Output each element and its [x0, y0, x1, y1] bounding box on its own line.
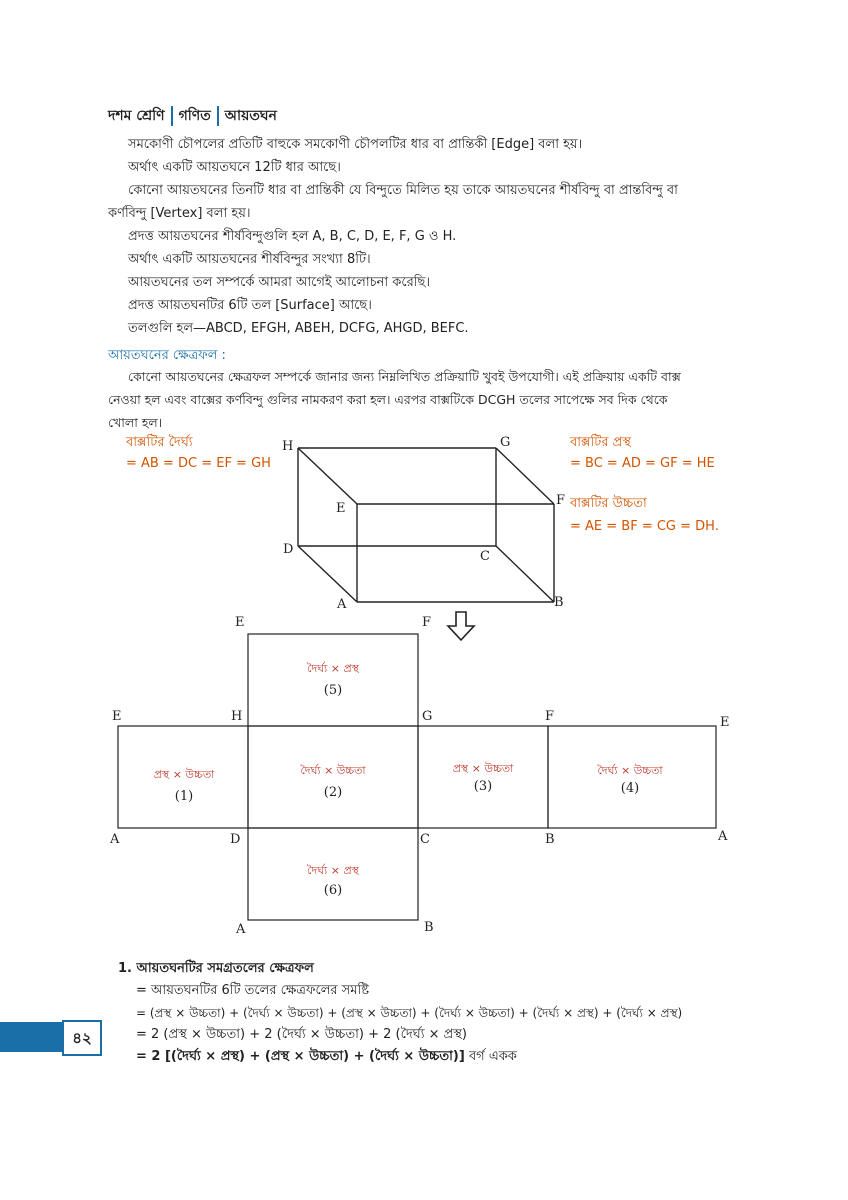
para-line: প্রদত্ত আয়তঘনের শীর্ষবিন্দুগুলি হল A, B, C, D, E, F, G ও H. — [128, 229, 457, 244]
para-line: কোনো আয়তঘনের তিনটি ধার বা প্রান্তিকী যে বিন্দুতে মিলিত হয় তাকে আয়তঘনের শীর্ষবিন্দু বা প্রান্তবিন্দু বা — [128, 183, 678, 198]
vertex-label: G — [500, 435, 511, 450]
para-line: কর্ণবিন্দু [Vertex] বলা হয়। — [108, 206, 251, 221]
net-vertex-label: A — [236, 922, 246, 937]
face-4-number: (4) — [620, 781, 640, 796]
header-subject: গণিত — [178, 108, 211, 124]
summary-formula: = 2 [(দৈর্ঘ্য × প্রস্থ) + (প্রস্থ × উচ্চতা) + (দৈর্ঘ্য × উচ্চতা)] — [136, 1049, 465, 1064]
face-5-label: দৈর্ঘ্য × প্রস্থ — [307, 662, 359, 675]
net-vertex-label: E — [720, 715, 730, 730]
net-vertex-label: D — [230, 832, 241, 847]
summary-title: 1. আয়তঘনটির সমগ্রতলের ক্ষেত্রফল — [118, 961, 314, 976]
width-title: বাক্সটির প্রস্থ — [570, 435, 631, 450]
face-4-label: দৈর্ঘ্য × উচ্চতা — [597, 764, 663, 777]
section-line: খোলা হল। — [108, 415, 163, 430]
section-line: নেওয়া হল এবং বাক্সের কর্ণবিন্দু গুলির নামকরণ করা হল। এরপর বাক্সটিকে DCGH তলের সাপেক্ষে সব দিক থেকে — [108, 392, 668, 407]
net-vertex-label: H — [231, 709, 243, 724]
length-equation: = AB = DC = EF = GH — [126, 456, 271, 471]
vertex-label: H — [282, 439, 294, 454]
para-line: প্রদত্ত আয়তঘনটির 6টি তল [Surface] আছে। — [128, 298, 372, 313]
header-chapter: আয়তঘন — [224, 108, 277, 124]
vertex-label: D — [283, 542, 294, 557]
net-vertex-label: B — [424, 920, 434, 935]
face-6-label: দৈর্ঘ্য × প্রস্থ — [307, 864, 359, 877]
section-title: আয়তঘনের ক্ষেত্রফল : — [108, 348, 226, 363]
face-1-label: প্রস্থ × উচ্চতা — [153, 768, 215, 781]
width-equation: = BC = AD = GF = HE — [570, 456, 715, 471]
face-5-number: (5) — [323, 683, 343, 698]
arrow-down-icon — [448, 612, 474, 640]
summary-line: = আয়তঘনটির 6টি তলের ক্ষেত্রফলের সমষ্টি — [136, 983, 369, 998]
summary-line: = 2 (প্রস্থ × উচ্চতা) + 2 (দৈর্ঘ্য × উচ্চতা) + 2 (দৈর্ঘ্য × প্রস্থ) — [136, 1027, 468, 1042]
para-line: সমকোণী চৌপলের প্রতিটি বাহুকে সমকোণী চৌপলটির ধার বা প্রান্তিকী [Edge] বলা হয়। — [128, 137, 583, 152]
net-vertex-label: F — [545, 709, 555, 724]
para-line: আয়তঘনের তল সম্পর্কে আমরা আগেই আলোচনা করেছি। — [128, 275, 431, 290]
header-class: দশম শ্রেণি — [108, 108, 165, 124]
height-equation: = AE = BF = CG = DH. — [570, 519, 719, 534]
vertex-label: E — [336, 501, 346, 516]
summary-line: = (প্রস্থ × উচ্চতা) + (দৈর্ঘ্য × উচ্চতা) + (প্রস্থ × উচ্চতা) + (দৈর্ঘ্য × উচ্চতা) + (দৈর্ঘ্য × প্রস্থ) + (দৈর্ঘ্য × প্রস্থ) — [136, 1006, 683, 1020]
net-vertex-label: A — [718, 829, 728, 844]
net-vertex-label: A — [110, 832, 120, 847]
para-line: তলগুলি হল—ABCD, EFGH, ABEH, DCFG, AHGD, BEFC. — [128, 321, 469, 336]
net-vertex-label: E — [112, 709, 122, 724]
face-1-number: (1) — [174, 789, 194, 804]
vertex-label: B — [554, 595, 564, 610]
face-3-number: (3) — [473, 779, 493, 794]
cuboid-3d — [298, 448, 554, 602]
face-6-number: (6) — [323, 883, 343, 898]
page-number: ৪২ — [62, 1020, 102, 1056]
para-line: অর্থাৎ একটি আয়তঘনে 12টি ধার আছে। — [128, 160, 341, 175]
height-title: বাক্সটির উচ্চতা — [570, 496, 647, 511]
length-title: বাক্সটির দৈর্ঘ্য — [126, 435, 193, 450]
face-3-label: প্রস্থ × উচ্চতা — [452, 762, 514, 775]
page-number-bar — [0, 1022, 62, 1052]
summary-unit: বর্গ একক — [468, 1049, 517, 1064]
net-vertex-label: E — [235, 615, 245, 630]
net-vertex-label: C — [420, 832, 430, 847]
net-vertex-label: B — [545, 832, 555, 847]
summary-final — [136, 1046, 517, 1068]
vertex-label: C — [480, 549, 490, 564]
face-2-label: দৈর্ঘ্য × উচ্চতা — [300, 764, 366, 777]
net-vertex-label: G — [422, 709, 433, 724]
section-line: কোনো আয়তঘনের ক্ষেত্রফল সম্পর্কে জানার জন্য নিম্নলিখিত প্রক্রিয়াটি খুবই উপযোগী। এই প্রক্রিয়ায় একটি বাক্স — [128, 369, 681, 384]
face-2-number: (2) — [323, 785, 343, 800]
vertex-label: F — [556, 493, 566, 508]
para-line: অর্থাৎ একটি আয়তঘনের শীর্ষবিন্দুর সংখ্যা 8টি। — [128, 252, 371, 267]
net-vertex-label: F — [422, 615, 432, 630]
vertex-label: A — [337, 597, 347, 612]
